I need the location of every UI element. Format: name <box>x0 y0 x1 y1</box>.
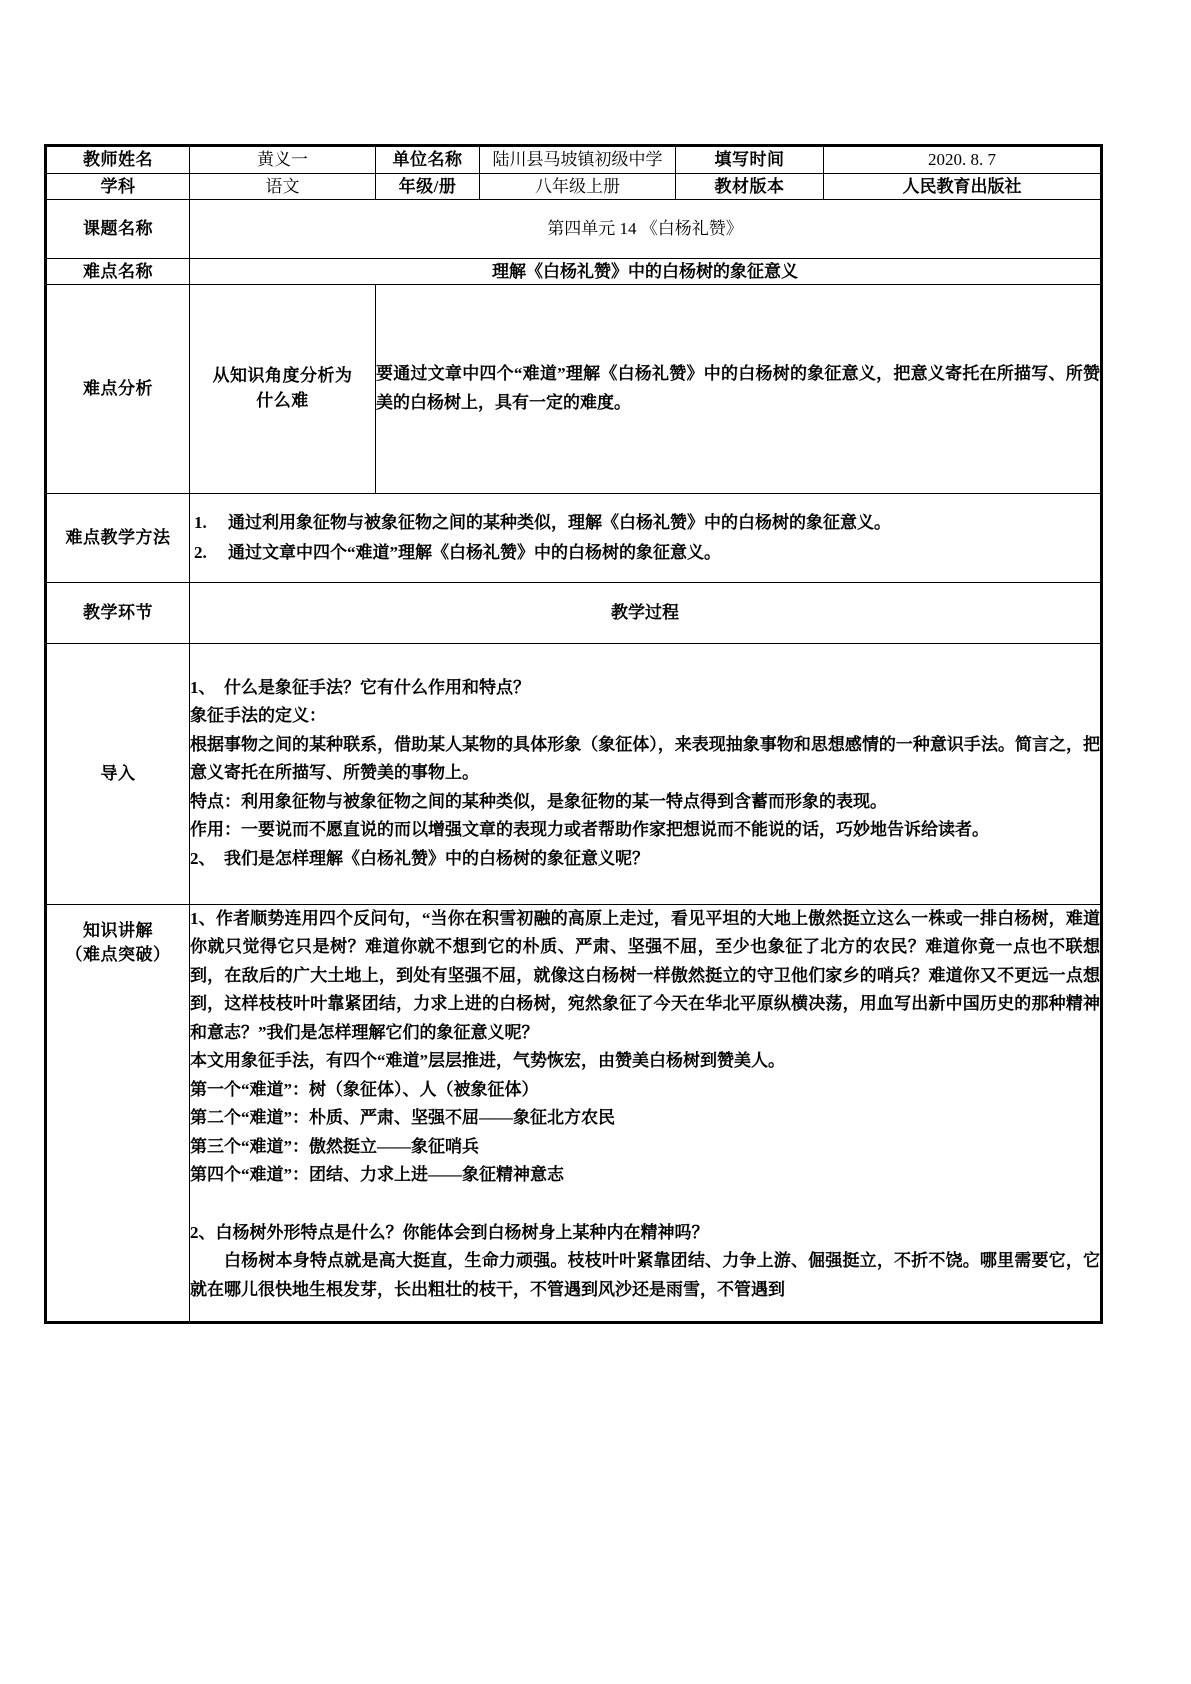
value-difficulty-analysis <box>376 285 1102 494</box>
knowledge-question-2: 2、白杨树外形特点是什么？你能体会到白杨树身上某种内在精神吗？ <box>190 1222 709 1242</box>
label-teaching-process: 教学过程 <box>190 583 1102 644</box>
value-introduction <box>190 643 1102 904</box>
introduction-line: 2、 我们是怎样理解《白杨礼赞》中的白杨树的象征意义呢？ <box>190 848 649 868</box>
label-difficulty-analysis: 难点分析 <box>46 285 190 494</box>
knowledge-line: 第一个“难道”：树（象征体）、人（被象征体） <box>190 1079 539 1099</box>
label-topic-name: 课题名称 <box>46 200 190 259</box>
value-unit-name: 陆川县马坡镇初级中学 <box>480 146 676 174</box>
value-teaching-method <box>190 494 1102 583</box>
label-difficulty-name: 难点名称 <box>46 258 190 285</box>
list-item-text: 通过文章中四个“难道”理解《白杨礼赞》中的白杨树的象征意义。 <box>228 543 721 562</box>
value-textbook-version: 人民教育出版社 <box>824 173 1102 200</box>
list-item-text: 通过利用象征物与被象征物之间的某种类似，理解《白杨礼赞》中的白杨树的象征意义。 <box>228 513 891 533</box>
table-row-teaching-method <box>46 494 1102 583</box>
list-item <box>190 508 1100 538</box>
difficulty-analysis-text: 要通过文章中四个“难道”理解《白杨礼赞》中的白杨树的象征意义，把意义寄托在所描写、所赞美的白杨树上，具有一定的难度。 <box>376 364 1100 412</box>
value-knowledge-explanation <box>190 904 1102 1322</box>
lesson-plan-form <box>44 144 1100 1324</box>
label-teaching-method: 难点教学方法 <box>46 494 190 583</box>
introduction-line: 作用：一要说而不愿直说的而以增强文章的表现力或者帮助作家把想说而不能说的话，巧妙地告诉给读者。 <box>190 820 989 840</box>
label-subject: 学科 <box>46 173 190 200</box>
table-row-introduction <box>46 643 1102 904</box>
introduction-text <box>190 674 1100 874</box>
label-introduction: 导入 <box>46 643 190 904</box>
label-knowledge-explanation-line1: 知识讲解 <box>83 920 153 940</box>
knowledge-line: 第三个“难道”：傲然挺立——象征哨兵 <box>190 1136 479 1156</box>
table-row-difficulty-analysis <box>46 285 1102 494</box>
knowledge-line: 第四个“难道”：团结、力求上进——象征精神意志 <box>190 1165 564 1185</box>
label-knowledge-angle-line1: 从知识角度分析为 <box>212 366 353 386</box>
table-row-knowledge-explanation <box>46 904 1102 1322</box>
value-fill-time: 2020. 8. 7 <box>824 146 1102 174</box>
table-row-process-header <box>46 583 1102 644</box>
knowledge-answer-2: 白杨树本身特点就是高大挺直，生命力顽强。枝枝叶叶紧靠团结、力争上游、倔强挺立，不折不饶。哪里需要它，它就在哪儿很快地生根发芽，长出粗壮的枝干，不管遇到风沙还是雨雪，不管遇到 <box>190 1251 1100 1299</box>
label-knowledge-explanation-line2: （难点突破） <box>65 945 171 965</box>
value-subject: 语文 <box>190 173 376 200</box>
introduction-line: 1、 什么是象征手法？它有什么作用和特点？ <box>190 677 530 697</box>
table-row-subject <box>46 173 1102 200</box>
introduction-line: 象征手法的定义： <box>190 706 326 726</box>
introduction-line: 特点：利用象征物与被象征物之间的某种类似，是象征物的某一特点得到含蓄而形象的表现。 <box>190 791 887 811</box>
introduction-line: 根据事物之间的某种联系，借助某人某物的具体形象（象征体），来表现抽象事物和思想感情的一种意识手法。简言之，把意义寄托在所描写、所赞美的事物上。 <box>190 734 1100 783</box>
label-textbook-version: 教材版本 <box>676 173 824 200</box>
value-teacher-name: 黄义一 <box>190 146 376 174</box>
teaching-method-list <box>190 508 1100 568</box>
label-unit-name: 单位名称 <box>376 146 480 174</box>
value-topic-name: 第四单元 14 《白杨礼赞》 <box>190 200 1102 259</box>
knowledge-line: 本文用象征手法，有四个“难道”层层推进，气势恢宏，由赞美白杨树到赞美人。 <box>190 1051 785 1071</box>
knowledge-explanation-text <box>190 905 1100 1305</box>
label-knowledge-angle <box>190 285 376 494</box>
list-item-number: 2. <box>194 543 207 562</box>
label-fill-time: 填写时间 <box>676 146 824 174</box>
label-grade: 年级/册 <box>376 173 480 200</box>
table-row-topic <box>46 200 1102 259</box>
lesson-plan-table <box>44 144 1103 1324</box>
knowledge-line: 第二个“难道”：朴质、严肃、坚强不屈——象征北方农民 <box>190 1108 615 1128</box>
label-teacher-name: 教师姓名 <box>46 146 190 174</box>
knowledge-line: 1、作者顺势连用四个反问句，“当你在积雪初融的高原上走过，看见平坦的大地上傲然挺立这么一株或一排白杨树，难道你就只觉得它只是树？难道你就不想到它的朴质、严肃、坚强不屈，至少也象征了北方的农民？难道你竟一点也不联想到，在敌后的广大土地上，到处有坚强不屈，就像这白杨树一样傲然挺立的守卫他们家乡的哨兵？难道你又不更远一点想到，这样枝枝叶叶靠紧团结，力求上进的白杨树，宛然象征了今天在华北平原纵横决荡，用血写出新中国历史的那种精神和意志？”我们是怎样理解它们的象征意义呢？ <box>190 908 1100 1042</box>
list-item-number: 1. <box>194 513 207 533</box>
table-row-difficulty-name <box>46 258 1102 285</box>
value-grade: 八年级上册 <box>480 173 676 200</box>
label-teaching-stage: 教学环节 <box>46 583 190 644</box>
table-row-teacher <box>46 146 1102 174</box>
list-item <box>190 538 1100 568</box>
value-difficulty-name: 理解《白杨礼赞》中的白杨树的象征意义 <box>190 258 1102 285</box>
label-knowledge-angle-line2: 什么难 <box>256 391 309 410</box>
knowledge-spacer <box>190 1190 1100 1219</box>
label-knowledge-explanation <box>46 904 190 1322</box>
